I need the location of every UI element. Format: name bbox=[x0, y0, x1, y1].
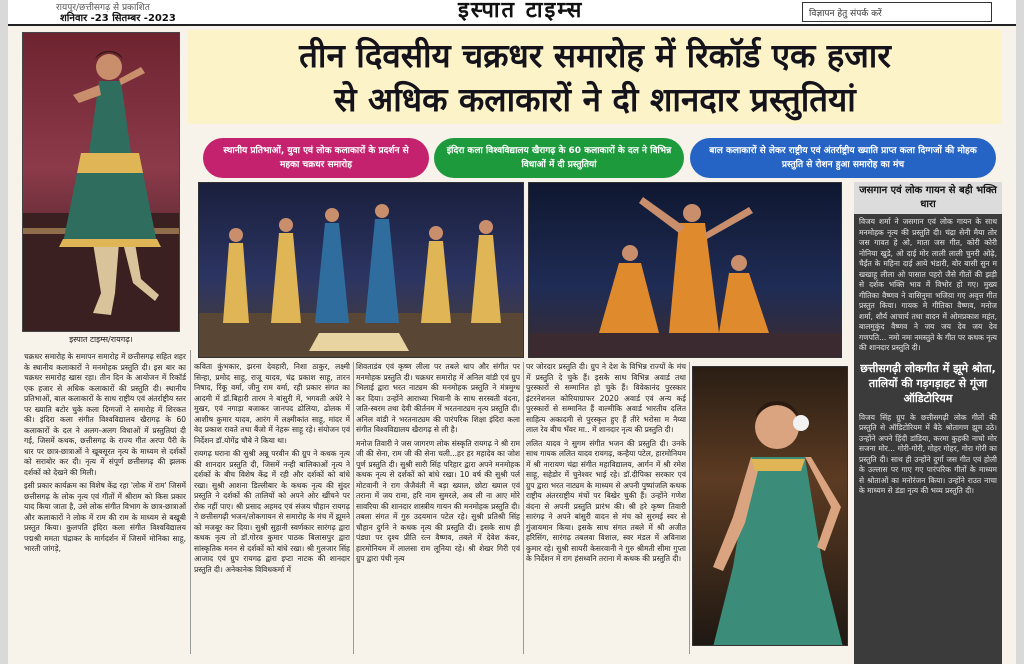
subhead-international-artists: बाल कलाकारों से लेकर राष्ट्रीय एवं अंतर्राष्ट्रीय ख्याति प्राप्त कला दिग्गजों की मोहक प्रस्तुति से रोशन हुआ समारोह का मंच bbox=[690, 138, 996, 178]
sidebar-text-jasgan: विजय शर्मा ने जसगान एवं लोक गायन के साथ मनमोहक नृत्य की प्रस्तुति दी। चंद्रा सेनी मैया तोर जस गावत हे ओ, माता जस गीत, कोरी कोरी नोनिया खुडे, ओ दाई मोर लाली लाली चुनरी ओढ़े, चैईंत के महिना दाई आये भंडारी, बोर बासी सुन म खखाहू लीला ओ पासात पहरो जैसे गीतों की झड़ी से दर्शक भक्ति भाव में विभोर हो गए। मुख्य गीतिका वैष्णव ने वासिनुमा भजिय़ा गए अवृत्त गीत प्रस्तुत किया। गायक मे गीतिका वैष्णव, मनोज शर्मा, शौर्य आचार्य तथा वादन में ओमप्रकाश महंत, बालमुकुंद वैष्णव ने जय जय देव जय देव गणपति... नमो नमः नमस्तुते के गीत पर कथक नृत्य की शानदार प्रस्तुति दी। bbox=[859, 217, 997, 352]
dancer-photo-portrait bbox=[692, 366, 848, 646]
sidebar-story bbox=[854, 182, 1002, 664]
sidebar-heading-lokgeet: छत्तीसगढ़ी लोकगीत में झूमे श्रोता, तालियों की गड़गड़ाहट से गूंजा ऑडिटोरियम bbox=[854, 357, 1002, 410]
headline-line-2: से अधिक कलाकारों ने दी शानदार प्रस्तुतियां bbox=[334, 80, 856, 119]
issue-date: शनिवार -23 सितम्बर -2023 bbox=[60, 13, 176, 24]
article-column-1 bbox=[24, 352, 186, 654]
column-2-paragraph-1: कविता कुंभकार, झरना देवहारी, निशा ठाकुर, लक्ष्मी सिन्हा, प्रमोद साहू, राजू यादव, चंद्र प्रकाश साहू, तारन निषाद, रिंकू वर्मा, जीनु राम वर्मा, रही प्रकार संगत का आदमी में डॉ.बिहारी तारम ने बांसुरी में, भगवती अधेरे ने मुखर, एवं नगाड़ा बजाकर जानपद ढोलिया, ढोलक में आशीष कुमार यादव, आरंग में लक्ष्मीकांत साहू, मांदर में वेद प्रकाश रावते तथा बैंजो में नेहरू साहू रहे। संयोजन एवं निर्देशन डॉ.योगेंद्र चौबे ने किया था। bbox=[194, 362, 350, 445]
column-rule bbox=[523, 362, 524, 654]
article-column-2 bbox=[194, 362, 350, 654]
newspaper-page bbox=[8, 0, 1016, 664]
sidebar-text-lokgeet: विजय सिंह ग्रुप के छत्तीसगढ़ी लोक गीतों की प्रस्तुति से ऑडिटोरियम में बैठे श्रोतागण झूम उठे। उन्होंने अपने हिंदी डांडिया, करमा कुहकी नाचो मोर सजना मोर... गोरी-गोरी, गोहर गोहर, गोरा गोरी का प्रस्तुति दी। साथ ही उन्होंने दुर्गा जस गीत एवं होली के उल्लास पर गाए गए पारंपरिक गीतों के माध्यम से श्रोताओं का मनोरंजन किया। उन्होंने राउत नाचा के माध्यम से डंडा नृत्य की भव्य प्रस्तुति दी। bbox=[859, 412, 997, 495]
photo-credit: इस्पात टाइम्स/रायगढ़। bbox=[69, 335, 133, 344]
male-dancers-illustration bbox=[529, 183, 842, 358]
sidebar-heading-jasgan: जसगान एवं लोक गायन से बही भक्ति धारा bbox=[854, 182, 1002, 214]
subhead-khairagarh-team: इंदिरा कला विश्वविद्यालय खैरागढ़ के 60 कलाकारों के दल ने विभिन्न विधाओं में दी प्रस्तुतियां bbox=[434, 138, 684, 178]
publisher-line: रायपुर/छत्तीसगढ़ से प्रकाशित bbox=[56, 3, 150, 13]
portrait-dancer-illustration bbox=[693, 367, 848, 646]
column-2-paragraph-2: रायगढ़ घराना की सुश्री अन्नू परवीन की ग्रुप ने कथक नृत्य की शानदार प्रस्तुति दी, जिसमें नन्ही बालिकाओं नृत्य ने दर्शकों के बीच विशेष केंद्र में रही और दर्शकों को बांधे रखा। सुश्री आशना डिल्लीबार के कथक नृत्य की सुंदर प्रस्तुति ने दर्शकों की तालियों को अपने ओर खींचने पर रोक नहीं पाए। श्री प्रसाद अहमद एवं संजय चौहान रायगढ़ ने छत्तीसगढ़ी भजन/लोकगायन से समारोह के मंच में झूमने को मजबूर कर दिया। सुश्री सुहानी स्वर्णकार सारंगढ़ द्वारा कथक नृत्य तो डॉ.गोरव कुमार पाठक बिलासपुर द्वारा सांस्कृतिक मनन से दर्शकों को बांधे रखा। श्री गुलजार सिंह आजाद एवं ग्रुप रायगढ़ द्वारा इप्टा नाटक की शानदार प्रस्तुति दी। अनेकानेक विविधकर्मा में bbox=[194, 449, 350, 574]
column-rule bbox=[353, 362, 354, 654]
column-3-paragraph-1: शिवताडंव एवं कृष्ण लीला पर तबले थाप और संगीत पर मनमोहक प्रस्तुति दी। चक्रधर समारोह में अनिल वांडी एवं ग्रुप भिलाई द्वारा भरत नाट्यम की मनमोहक प्रस्तुति ने मंत्रमुग्ध कर दिया। उन्होंने आराध्या भिवानी के साथ सरस्वती वंदना, जति-स्वरम तथा देवी कीर्तनम में भरतनाट्यम नृत्य प्रस्तुति दी। अनिल वांडी ने भरतनाट्यम की पारंपरिक शिक्षा इंदिरा कला संगीत विश्वविद्यालय खैरागढ़ से ली है। bbox=[356, 362, 520, 434]
column-3-paragraph-2: मनोज तिवारी ने जस जागरण लोक संस्कृति रायगढ़ ने श्री राम जी की सेना, राम जी की सेना चली...हर हर महादेव का जोश पूर्ण प्रस्तुति दी। सुश्री सारी सिंह परिहार द्वारा अपने मनमोहक कथक नृत्य से दर्शकों को बांधे रखा। 10 वर्ष की सुश्री पर्ल मोटवानी ने राग जैजैवंती में बड़ा ख्याल, छोटा ख्याल एवं तराना में जय रामा, हरि नाम सुमरले, अब ली ना आए मोरे सावरिया की शानदार शास्त्रीय गायन की मनमोहक प्रस्तुति दी। तबला संगत में गुरु उदयमान पटेल रहे। सुश्री प्रतिश्री सिंह चौहान दुर्गने ने कथक नृत्य की प्रस्तुति दी। इसके साथ ही पंड्या पर दृश्य प्रीति रत्न वैष्णव, तबले में देवेश कंवर, हारमोनियम में लालसा राम लूनिया रहे। श्री शेखर गिरी एवं ग्रुप द्वारा पंथी नृत्य bbox=[356, 438, 520, 563]
column-4-paragraph-1: पर जोरदार प्रस्तुति दी। ग्रुप ने देश के विभिन्न राज्यों के मंच में प्रस्तुति दे चुके हैं। इसके साथ विभिन्न अवार्ड तथा पुरस्कारों से सम्मानित हो चुके हैं। विवेकानंद पुरस्कार इंटरनेशनल कोरियाग्राफर 2020 अवार्ड एवं अन्य कई पुरस्कारों से सम्मानित हैं वाल्मीकि अवार्ड भारतीय दलित साहित्य अकादमी से पुरस्कृत हुए हैं तीरे भरोसा म नैय्या लाल रेव बीच भँवर मा.. में शानदार नृत्य की प्रस्तुति दी। bbox=[526, 362, 686, 434]
column-4-paragraph-2: ललित यादव ने सुगम संगीत भजन की प्रस्तुति दी। उनके साथ गायक ललित यादव रायगढ़, कन्हैया पटेल, हारमोनियम में श्री नारायण चंद्रा संगीत महाविद्यालय, आर्गन में श्री रमेश साहू, सहेडोर में चुनेश्वर भाई रहे। डॉ.दीपिका सरकार एवं ग्रुप द्वारा भरत नाट्यम के माध्यम से अपनी पुष्पांजलि कथक राष्ट्रीय अंतरराष्ट्रीय मंचों पर बिखेर चुकी हैं। उन्होंने गणेश वंदना से अपनी प्रस्तुति प्रारंभ की। श्री हरे कृष्ण तिवारी सारंगढ़ ने अपने बांसुरी वादन से मंच को सुरमई स्वर से गुंजायमान किया। इसके साथ संगत तबले में श्री अजीत हरिसिंग, सारंगढ़ तबलवा विशाल, स्वर मंडल में अविनाश कुमार रहे। सुश्री सायरी केसरवानी ने गुरु श्रीमती सीमा गुप्ता के निर्देशन में राग हंसध्वनि तराना में कथक की प्रस्तुति दी। bbox=[526, 438, 686, 563]
column-rule bbox=[689, 362, 690, 654]
newspaper-brand: इस्पात टाइम्स bbox=[458, 0, 584, 23]
stage-photo-male-dancers bbox=[528, 182, 842, 358]
article-column-4 bbox=[526, 362, 686, 654]
subhead-local-talent: स्थानीय प्रतिभाओं, युवा एवं लोक कलाकारों के प्रदर्शन से महका चक्रधर समारोह bbox=[203, 138, 429, 178]
headline-line-1: तीन दिवसीय चक्रधर समारोह में रिकॉर्ड एक हजार bbox=[299, 36, 891, 75]
masthead bbox=[8, 0, 1016, 26]
dancer-illustration bbox=[23, 33, 180, 332]
column-1-paragraph-2: इसी प्रकार कार्यक्रम का विशेष केंद्र रहा 'लोक में राम' जिसमें छत्तीसगढ़ के लोक नृत्य एवं गीतों में श्रीराम को किस प्रकार याद किया जाता है, उसे लोक संगीत विभाग के छात्र-छात्राओं और कलाकारों ने लोक में राम की राम के माध्यम से बखूबी प्रस्तुत किया। कुलपति इंदिरा कला संगीत विश्वविद्यालय पद्मश्री ममता चंद्राकर के मार्गदर्शन में जिसमें मोनिका साहू, भारती जांगड़े, bbox=[24, 481, 186, 553]
column-rule bbox=[190, 350, 191, 654]
masthead-ad-box: विज्ञापन हेतु संपर्क करें bbox=[802, 2, 992, 22]
article-column-3 bbox=[356, 362, 520, 654]
main-headline bbox=[188, 30, 1002, 124]
dancer-photo-left bbox=[22, 32, 180, 332]
stage-photo-group-dance bbox=[198, 182, 524, 358]
group-dance-illustration bbox=[199, 183, 524, 358]
column-1-paragraph-1: चक्रधर समारोह के समापन समारोह में छत्तीसगढ़ सहित शहर के स्थानीय कलाकारों ने मनमोहक प्रस्तुति दी। इस बार का चक्रधर समारोह खास रहा। तीन दिन के आयोजन में रिकॉर्ड एक हजार से अधिक कलाकारों की प्रस्तुति दी। स्थानीय प्रतिभाओं, बाल कलाकारों के साथ राष्ट्रीय एवं अंतर्राष्ट्रीय स्तर पर ख्याति बटोर चुके कला दिग्गजों ने समारोह में शिरकत की। इंदिरा कला संगीत विश्वविद्यालय खैरागढ़ के 60 कलाकारों के दल ने अलग-अलग विधाओं में प्रस्तुतियां दी गई, जिसमें कथक, छत्तीसगढ़ के राज्य गीत अरपा पैरी के धार पर छात्र-छात्राओं ने खूबसूरत नृत्य के माध्यम से दर्शकों को सराबोर कर दी। नृत्य में संपूर्ण छत्तीसगढ़ की झलक दर्शकों को देखने की मिली। bbox=[24, 352, 186, 477]
